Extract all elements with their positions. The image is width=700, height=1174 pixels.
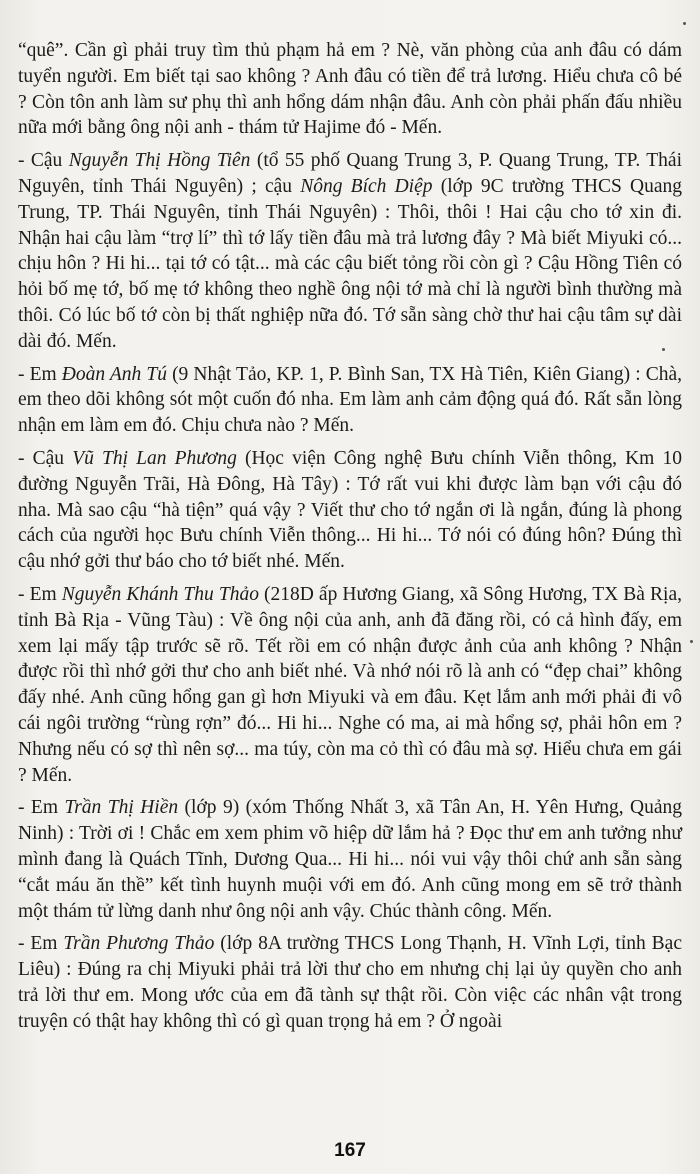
paragraph-prefix: - Em xyxy=(18,933,64,955)
reply-paragraph xyxy=(18,795,682,924)
paragraph-text: “quê”. Cần gì phải truy tìm thủ phạm hả em ? Nè, văn phòng của anh đâu có dám tuyển người. Em biết tại sao không ? Anh đâu có tiền để trả lương. Hiểu chưa cô bé ? Còn tôn anh làm sư phụ thì anh hổng dám nhận đâu. Anh còn phải phấn đấu nhiều nữa mới bằng ông nội anh - thám tử Hajime đó - Mến. xyxy=(18,40,682,139)
reader-name: Nguyễn Khánh Thu Thảo xyxy=(61,583,259,605)
page-speck xyxy=(690,640,693,643)
paragraph-text: (lớp 9C trường THCS Quang Trung, TP. Thái Nguyên, tỉnh Thái Nguyên) : Thôi, thôi ! Hai cậu cho tớ xin đi. Nhận hai cậu làm “trợ lí” thì tớ lấy tiền đâu mà trả lương đây ? Mà biết Miyuki có... chịu hôn ? Hi hi... tại tớ có tật... mà các cậu biết tỏng rồi còn gì ? Cậu Hồng Tiên có hỏi bố mẹ tớ, bố mẹ tớ không theo nghề ông nội tớ mà chỉ là người bình thường mà thôi. Có lúc bố tớ còn bị thất nghiệp nữa đó. Tớ sẵn sàng chờ thư hai cậu tâm sự dài dài đó. Mến. xyxy=(18,175,682,352)
reader-name: Nông Bích Diệp xyxy=(300,175,433,197)
page-number: 167 xyxy=(334,1140,366,1161)
reader-name: Đoàn Anh Tú xyxy=(61,363,167,385)
reader-name: Trần Thị Hiền xyxy=(64,797,179,819)
reader-name: Trần Phương Thảo xyxy=(63,933,215,955)
reply-paragraph xyxy=(18,446,682,575)
page-body-text xyxy=(18,38,682,1041)
paragraph-text: (tổ 55 phố Quang Trung 3, P. Quang Trung, TP. Thái Nguyên, tỉnh Thái Nguyên) ; cậu xyxy=(18,150,682,197)
paragraph-prefix: - Em xyxy=(18,363,62,385)
reply-paragraph xyxy=(18,38,682,141)
reply-paragraph xyxy=(18,362,682,439)
paragraph-prefix: - Em xyxy=(18,797,65,819)
reply-paragraph xyxy=(18,582,682,788)
reply-paragraph xyxy=(18,931,682,1034)
reader-name: Vũ Thị Lan Phương xyxy=(72,447,237,469)
paragraph-prefix: - Cậu xyxy=(18,447,73,469)
paragraph-text: (Học viện Công nghệ Bưu chính Viễn thông, Km 10 đường Nguyễn Trãi, Hà Đông, Hà Tây) : Tớ rất vui khi được làm bạn với cậu đó nha. Mà sao cậu “hà tiện” quá vậy ? Viết thư cho tớ ngắn ơi là ngắn, đúng là phong cách của người học Bưu chính Viễn thông... Hi hi... Tớ nói có đúng hôn? Đúng thì cậu nhớ gởi thư báo cho tớ biết nhé. Mến. xyxy=(18,447,682,573)
reply-paragraph xyxy=(18,148,682,354)
reader-name: Nguyễn Thị Hồng Tiên xyxy=(68,150,251,172)
paragraph-prefix: - Em xyxy=(18,583,62,605)
paragraph-text: (218D ấp Hương Giang, xã Sông Hương, TX Bà Rịa, tỉnh Bà Rịa - Vũng Tàu) : Về ông nội của anh, anh đã đăng rồi, có cả hình đấy, em xem lại mấy tập trước sẽ rõ. Tết rồi em có nhận được ảnh của anh không ? Nhận được rồi thì nhớ gởi thư cho anh biết nhé. Và nhớ nói rõ là anh có “đẹp chai” không đấy nhé. Anh cũng hổng gan gì hơn Miyuki và em đâu. Kẹt lắm anh mới phải đi vô cái ngôi trường “rùng rợn” đó... Hi hi... Nghe có ma, ai mà hổng sợ, phải hôn em ? Nhưng nếu có sợ thì nên sợ... ma túy, còn ma cỏ thì có đâu mà sợ. Hiểu chưa em gái ? Mến. xyxy=(18,583,682,786)
paragraph-text: (lớp 9) (xóm Thống Nhất 3, xã Tân An, H. Yên Hưng, Quảng Ninh) : Trời ơi ! Chắc em xem phim võ hiệp dữ lắm hả ? Đọc thư em anh tưởng như mình đang là Quách Tĩnh, Dương Qua... Hi hi... nói vui vậy thôi chứ anh sẵn sàng “cắt máu ăn thề” kết tình huynh muội với em đó. Anh cũng mong em sẽ trở thành một thám tử lừng danh như ông nội anh vậy. Chúc thành công. Mến. xyxy=(18,797,682,922)
paragraph-prefix: - Cậu xyxy=(18,150,69,172)
paragraph-text: (lớp 8A trường THCS Long Thạnh, H. Vĩnh Lợi, tỉnh Bạc Liêu) : Đúng ra chị Miyuki phải trả lời thư cho em nhưng chị lại ủy quyền cho anh trả lời thư em. Mong ước của em đã tành sự thật rồi. Còn việc các nhân vật trong truyện có thật hay không thì có gì quan trọng hả em ? Ở ngoài xyxy=(18,933,682,1032)
page-speck xyxy=(683,22,686,25)
paragraph-text: (9 Nhật Tảo, KP. 1, P. Bình San, TX Hà Tiên, Kiên Giang) : Chà, em theo dõi không sót một cuốn đó nha. Em làm anh cảm động quá đó. Rất sẵn lòng nhận em làm em đó. Chịu chưa nào ? Mến. xyxy=(18,363,682,437)
